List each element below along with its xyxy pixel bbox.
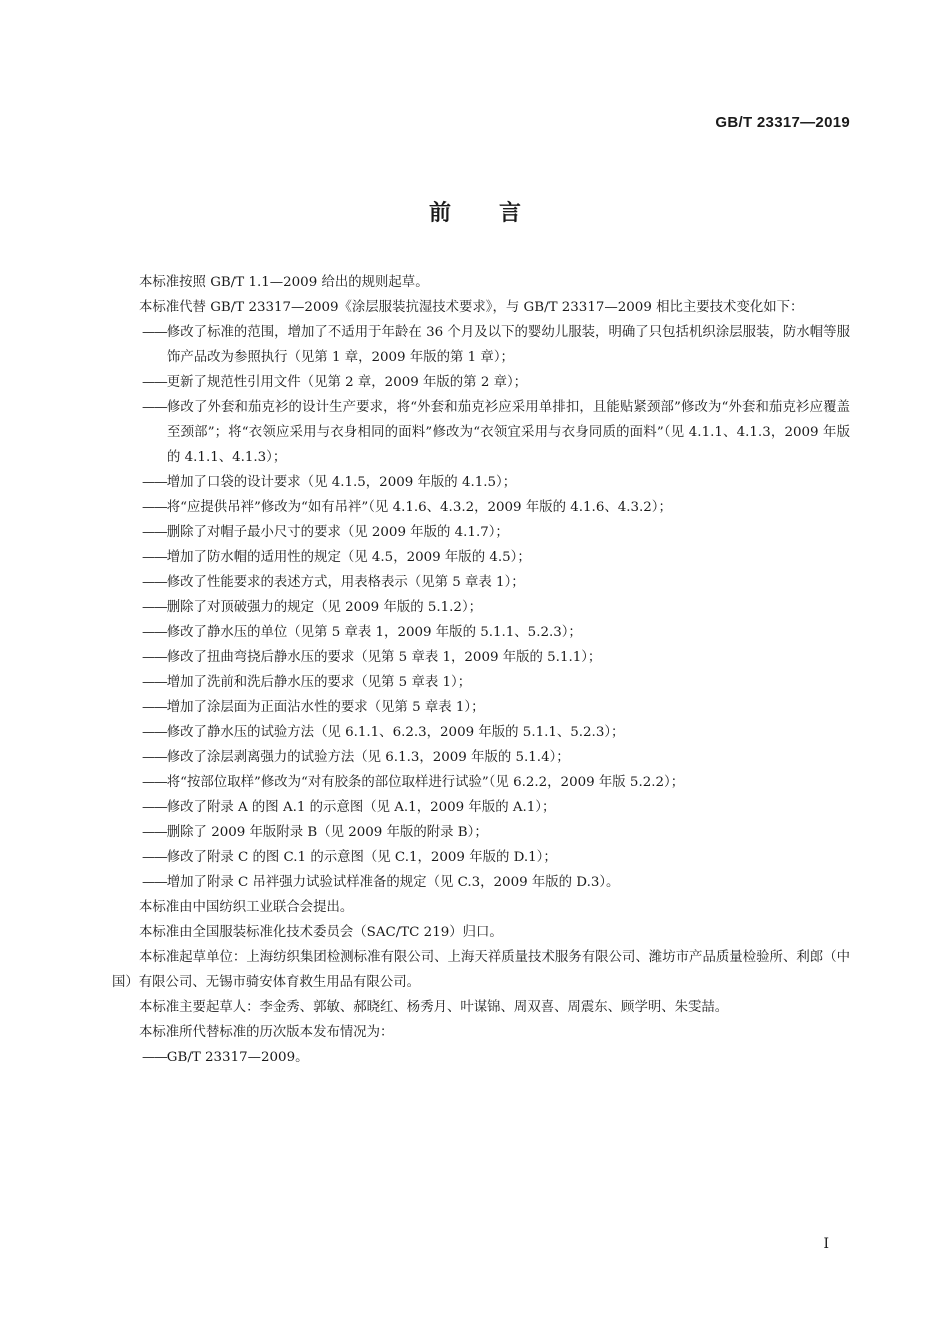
list-item [112, 470, 850, 495]
dash-prefix: —— [142, 475, 167, 490]
list-item-text: 修改了附录 C 的图 C.1 的示意图（见 C.1，2009 年版的 D.1）； [166, 850, 557, 865]
list-item [112, 745, 850, 770]
list-item [112, 320, 850, 370]
list-item [112, 720, 850, 745]
dash-prefix: —— [142, 1050, 167, 1065]
list-item-text: 修改了扭曲弯挠后静水压的要求（见第 5 章表 1，2009 年版的 5.1.1）； [166, 650, 602, 665]
list-item-text: 更新了规范性引用文件（见第 2 章，2009 年版的第 2 章）； [166, 375, 528, 390]
changes-list [112, 320, 850, 895]
document-body [112, 270, 850, 1070]
dash-prefix: —— [142, 550, 167, 565]
list-item-text: 将“按部位取样”修改为“对有胶条的部位取样进行试验”（见 6.2.2，2009 年版 5.2.2）； [166, 775, 685, 790]
list-item-text: 修改了性能要求的表述方式，用表格表示（见第 5 章表 1）； [166, 575, 525, 590]
dash-prefix: —— [142, 500, 167, 515]
intro-paragraph: 本标准代替 GB/T 23317—2009《涂层服装抗湿技术要求》，与 GB/T 23317—2009 相比主要技术变化如下： [139, 300, 804, 315]
previous-version-item [112, 1045, 850, 1070]
dash-prefix: —— [142, 675, 167, 690]
dash-prefix: —— [142, 625, 167, 640]
list-item [112, 670, 850, 695]
list-item [112, 770, 850, 795]
dash-prefix: —— [142, 575, 167, 590]
list-item-text: 修改了外套和茄克衫的设计生产要求，将“外套和茄克衫应采用单排扣，且能贴紧颈部”修改为“外套和茄克衫应覆盖至颈部”；将“衣领应采用与衣身相同的面料”修改为“衣领宜采用与衣身同质的面料”（见 4.1.1、4.1.3，2009 年版的 4.1.1、4.1.3）； [166, 400, 850, 465]
list-item-text: 删除了对帽子最小尺寸的要求（见 2009 年版的 4.1.7）； [166, 525, 509, 540]
list-item [112, 370, 850, 395]
outro-paragraph: 本标准由全国服装标准化技术委员会（SAC/TC 219）归口。 [139, 925, 503, 940]
list-item-text: 增加了附录 C 吊袢强力试验试样准备的规定（见 C.3，2009 年版的 D.3）。 [166, 875, 620, 890]
list-item [112, 570, 850, 595]
list-item [112, 620, 850, 645]
list-item [112, 495, 850, 520]
dash-prefix: —— [142, 375, 167, 390]
list-item [112, 645, 850, 670]
dash-prefix: —— [142, 825, 167, 840]
list-item-text: 删除了对顶破强力的规定（见 2009 年版的 5.1.2）； [166, 600, 483, 615]
dash-prefix: —— [142, 725, 167, 740]
list-item-text: 修改了标准的范围，增加了不适用于年龄在 36 个月及以下的婴幼儿服装，明确了只包括机织涂层服装，防水帽等服饰产品改为参照执行（见第 1 章，2009 年版的第 1 章）； [166, 325, 850, 365]
list-item-text: 增加了口袋的设计要求（见 4.1.5，2009 年版的 4.1.5）； [166, 475, 517, 490]
list-item-text: 修改了涂层剥离强力的试验方法（见 6.1.3，2009 年版的 5.1.4）； [166, 750, 570, 765]
list-item-text: 删除了 2009 年版附录 B（见 2009 年版的附录 B）； [166, 825, 488, 840]
list-item [112, 870, 850, 895]
intro-paragraph: 本标准按照 GB/T 1.1—2009 给出的规则起草。 [139, 275, 429, 290]
list-item-text: 增加了洗前和洗后静水压的要求（见第 5 章表 1）； [166, 675, 472, 690]
outro-paragraph: 本标准起草单位：上海纺织集团检测标准有限公司、上海天祥质量技术服务有限公司、潍坊市产品质量检验所、利郎（中国）有限公司、无锡市骑安体育救生用品有限公司。 [112, 950, 850, 990]
previous-version-text: GB/T 23317—2009。 [166, 1050, 309, 1065]
list-item [112, 520, 850, 545]
dash-prefix: —— [142, 650, 167, 665]
dash-prefix: —— [142, 325, 167, 340]
list-item-text: 修改了附录 A 的图 A.1 的示意图（见 A.1，2009 年版的 A.1）； [166, 800, 556, 815]
list-item-text: 修改了静水压的试验方法（见 6.1.1、6.2.3，2009 年版的 5.1.1、5.2.3）； [166, 725, 625, 740]
list-item-text: 将“应提供吊袢”修改为“如有吊袢”（见 4.1.6、4.3.2，2009 年版的 4.1.6、4.3.2）； [166, 500, 672, 515]
dash-prefix: —— [142, 875, 167, 890]
list-item-text: 增加了涂层面为正面沾水性的要求（见第 5 章表 1）； [166, 700, 485, 715]
list-item [112, 395, 850, 470]
list-item-text: 增加了防水帽的适用性的规定（见 4.5，2009 年版的 4.5）； [166, 550, 531, 565]
dash-prefix: —— [142, 400, 167, 415]
list-item-text: 修改了静水压的单位（见第 5 章表 1，2009 年版的 5.1.1、5.2.3）； [166, 625, 582, 640]
dash-prefix: —— [142, 525, 167, 540]
dash-prefix: —— [142, 800, 167, 815]
dash-prefix: —— [142, 700, 167, 715]
list-item [112, 545, 850, 570]
dash-prefix: —— [142, 600, 167, 615]
list-item [112, 695, 850, 720]
standard-code: GB/T 23317—2019 [715, 114, 850, 131]
page-number: I [823, 1236, 829, 1252]
list-item [112, 820, 850, 845]
outro-paragraph: 本标准由中国纺织工业联合会提出。 [139, 900, 354, 915]
dash-prefix: —— [142, 850, 167, 865]
list-item [112, 595, 850, 620]
page-title: 前言 [428, 201, 569, 226]
dash-prefix: —— [142, 750, 167, 765]
list-item [112, 845, 850, 870]
outro-paragraph: 本标准所代替标准的历次版本发布情况为： [139, 1025, 394, 1040]
dash-prefix: —— [142, 775, 167, 790]
list-item [112, 795, 850, 820]
outro-paragraph: 本标准主要起草人：李金秀、郭敏、郝晓红、杨秀月、叶谋锦、周双喜、周震东、顾学明、朱雯喆。 [139, 1000, 729, 1015]
